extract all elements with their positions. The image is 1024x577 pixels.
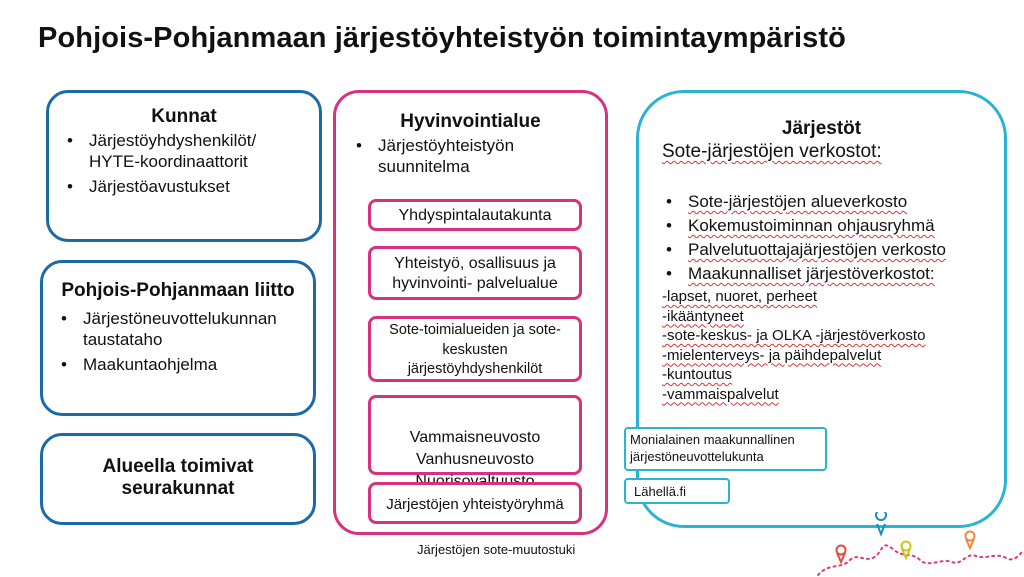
jarjestot-subitem (662, 385, 997, 405)
jarjestot-subitem (662, 326, 997, 346)
jarjestot-subitem-text: -mielenterveys- ja päihdepalvelut (662, 346, 882, 364)
seurakunnat-box (40, 433, 316, 525)
jarjestot-subitem-text: -ikääntyneet (662, 307, 744, 325)
pin-icon (966, 532, 975, 549)
jarjestot-subitem (662, 365, 997, 385)
yhdyshenkilot-label: Sote-toimialueiden ja sote-keskusten järjestöyhdyshenkilöt (389, 322, 561, 377)
jarjestot-subitem-text: -sote-keskus- ja OLKA -järjestöverkosto (662, 327, 926, 344)
yhteistyo-box (368, 246, 582, 300)
jarjestot-list (660, 191, 1000, 284)
dotted-route-path (818, 545, 1022, 575)
neuvostot-label: Vammaisneuvosto Vanhusneuvosto (409, 429, 541, 468)
pin-icon (837, 546, 846, 563)
kunnat-box (46, 90, 322, 242)
hyvinvointialue-heading: Hyvinvointialue (400, 111, 541, 132)
jarjestot-subheading-text: Sote-järjestöjen verkostot: (662, 141, 882, 162)
neuvostot-box (368, 395, 582, 475)
yhdyspintalautakunta-label: Yhdyspintalautakunta (398, 207, 552, 224)
liitto-heading: Pohjois-Pohjanmaan liitto (61, 280, 295, 301)
jarjestot-item (660, 215, 1000, 236)
seurakunnat-heading: Alueella toimivat seurakunnat (102, 456, 254, 499)
pin-icon (876, 512, 886, 534)
jarjestot-item-text: Maakunnalliset järjestöverkostot: (688, 264, 935, 283)
jarjestot-item (660, 263, 1000, 284)
jarjestot-item (660, 191, 1000, 212)
jarjestot-item-text: Sote-järjestöjen alueverkosto (688, 192, 908, 211)
jarjestot-subitem-text: -kuntoutus (662, 366, 733, 383)
liitto-box (40, 260, 316, 416)
jarjestot-subitem (662, 307, 997, 327)
liitto-item: • Järjestöneuvottelukunnan taustataho (55, 308, 307, 350)
yhdyshenkilot-box (368, 316, 582, 382)
jarjestot-item-text: Palvelutuottajajärjestöjen verkosto (688, 240, 946, 259)
footer-text: Järjestöjen sote-muutostuki (417, 542, 576, 557)
jarjestot-item (660, 239, 1000, 260)
lahella-label: Lähellä.fi (634, 484, 687, 499)
yhdyspintalautakunta-box (368, 199, 582, 231)
jarjestot-subitem (662, 346, 997, 366)
kunnat-list (61, 130, 301, 197)
jarjestot-subitem-text: -lapset, nuoret, perheet (662, 288, 818, 305)
lahella-box (624, 478, 730, 504)
hyvinvointialue-item: • Järjestöyhteistyön suunnitelma (350, 135, 570, 177)
jarjestot-subheading (662, 140, 882, 164)
hyvinvointialue-list (350, 135, 570, 177)
jarjestot-heading: Järjestöt (781, 118, 862, 139)
kunnat-item: • Järjestöavustukset (61, 176, 301, 197)
jarjestot-subitem (662, 287, 997, 307)
yhteistyoryhma-box (368, 482, 582, 524)
kunnat-heading: Kunnat (151, 106, 217, 127)
jarjestot-sublist (662, 287, 997, 404)
yhteistyoryhma-label: Järjestöjen yhteistyöryhmä (386, 496, 564, 513)
monialainen-label: Monialainen maakunnallinen järjestöneuvottelukunta (630, 432, 795, 464)
yhteistyo-label: Yhteistyö, osallisuus ja hyvinvointi- palvelualue (392, 255, 558, 292)
route-decoration (800, 512, 1024, 577)
liitto-item: • Maakuntaohjelma (55, 354, 307, 375)
kunnat-item: • Järjestöyhdyshenkilöt/ HYTE-koordinaattorit (61, 130, 301, 172)
jarjestot-item-text: Kokemustoiminnan ohjausryhmä (688, 216, 935, 235)
jarjestot-subitem-text: -vammaispalvelut (662, 385, 779, 403)
page-title: Pohjois-Pohjanmaan järjestöyhteistyön toimintaympäristö (38, 22, 846, 54)
monialainen-box (624, 427, 827, 471)
liitto-list (55, 308, 307, 375)
